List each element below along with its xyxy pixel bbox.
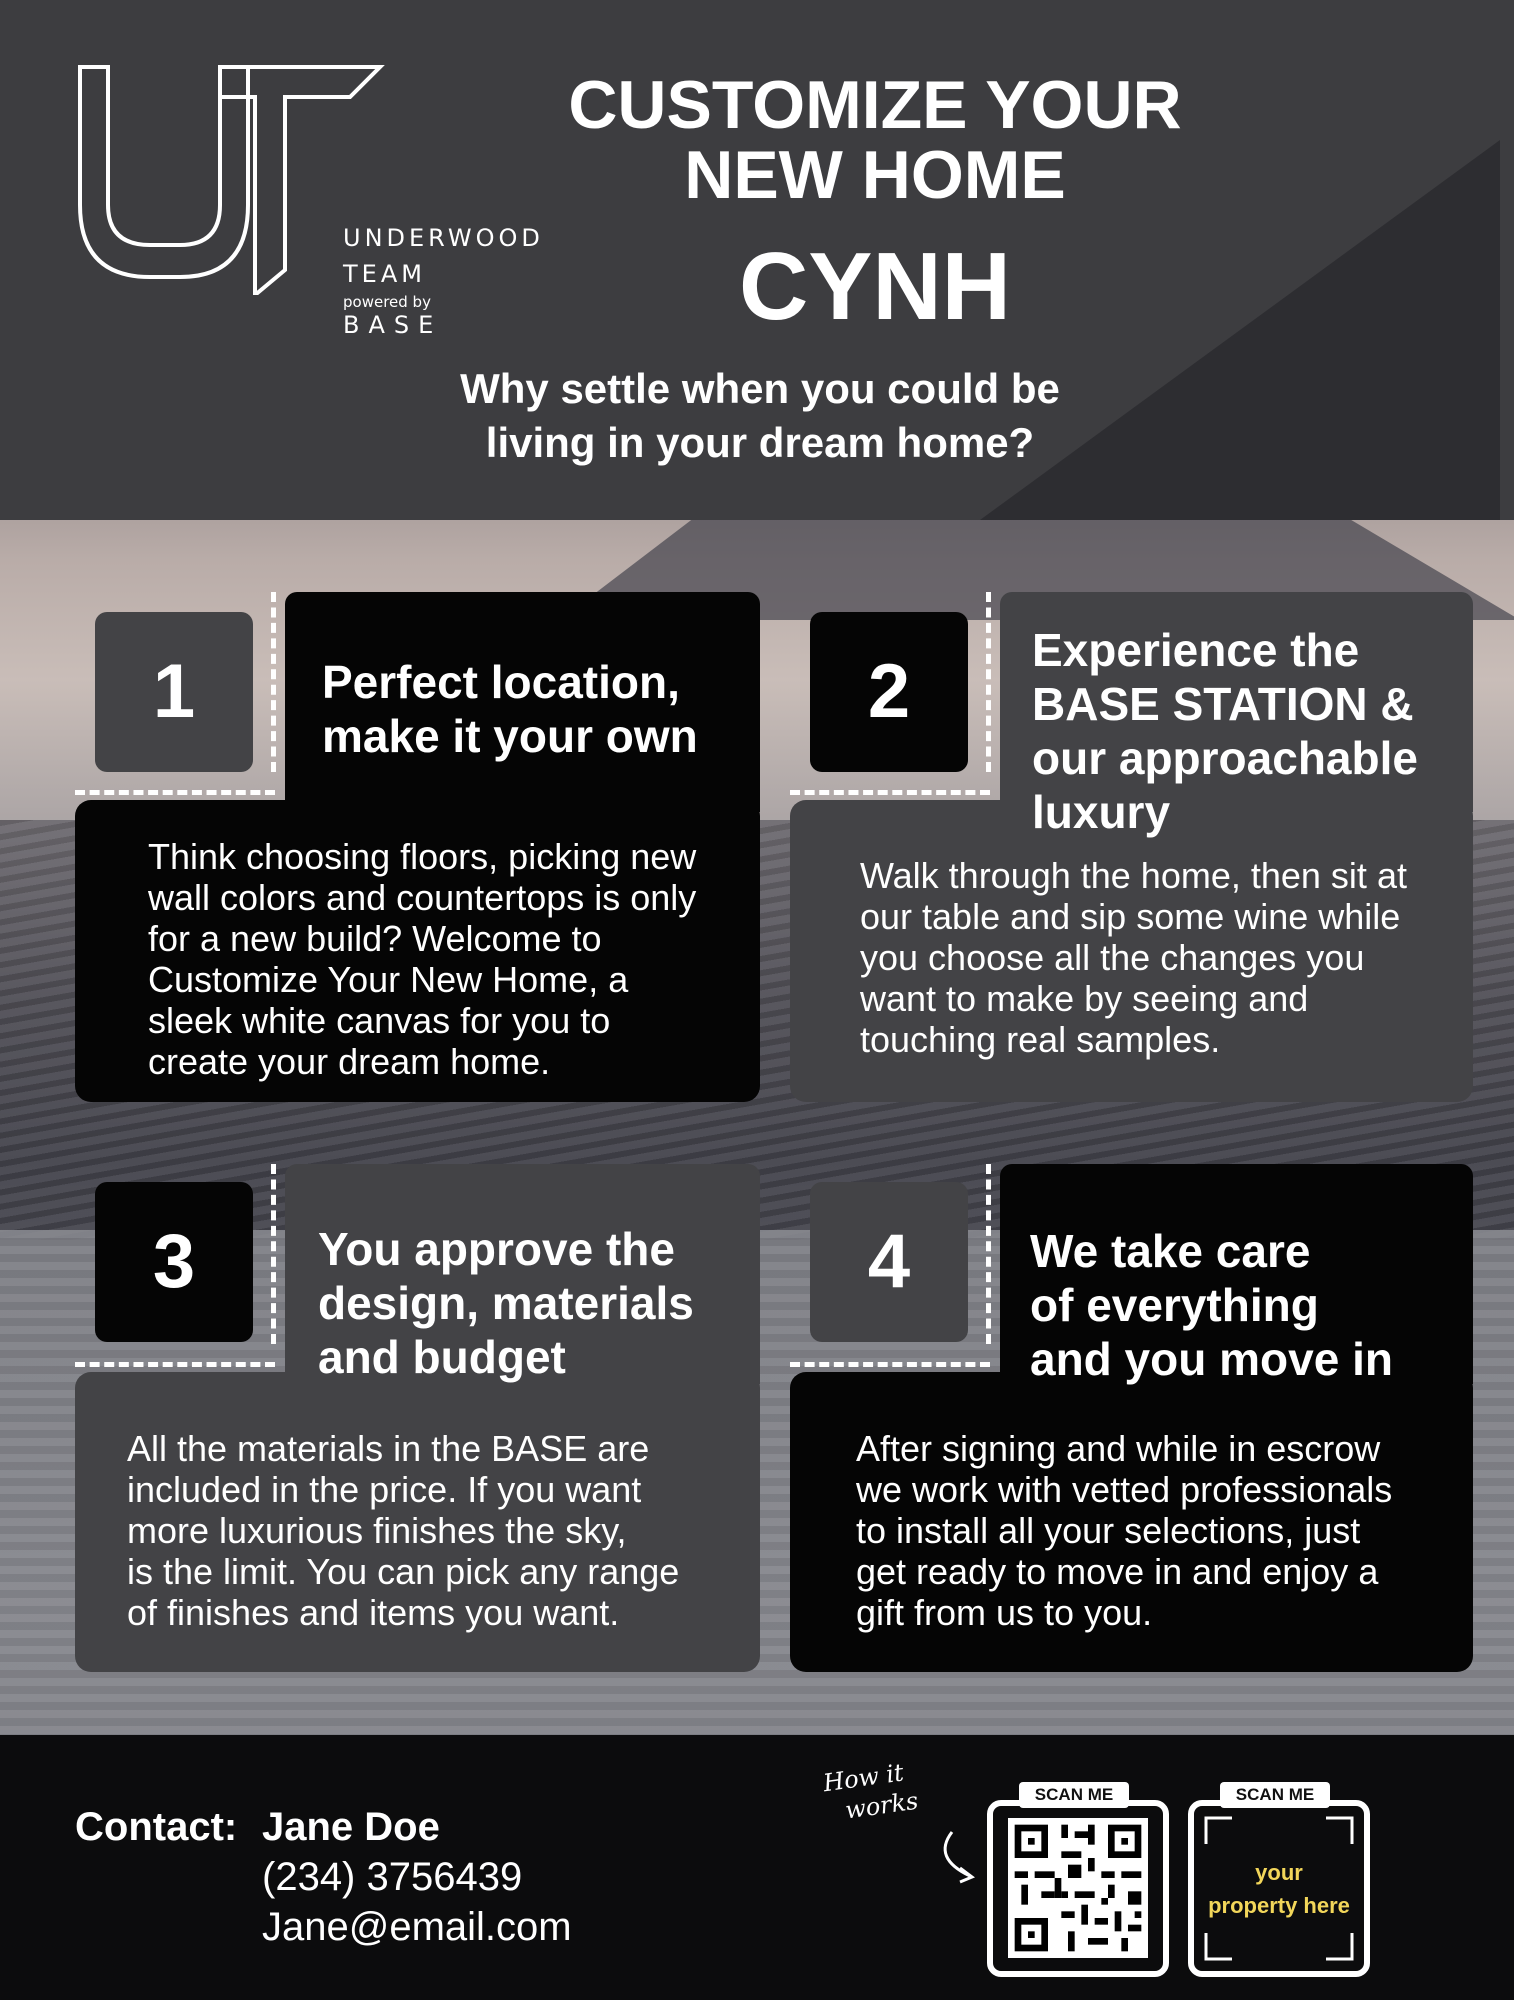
- step-3-body-line: more luxurious finishes the sky,: [127, 1510, 627, 1551]
- step-2-body-line: Walk through the home, then sit at: [860, 855, 1407, 896]
- step-2-description: [860, 855, 1460, 1060]
- step-4-body-line: gift from us to you.: [856, 1592, 1153, 1633]
- title-acronym: CYNH: [738, 233, 1011, 340]
- step-3-dash-horizontal: [75, 1362, 275, 1367]
- step-1-title-line: make it your own: [322, 710, 698, 762]
- curved-arrow-icon: [930, 1828, 980, 1888]
- how-it-works-note: [821, 1756, 920, 1828]
- property-placeholder-text: [1194, 1856, 1364, 1922]
- step-2-dash-vertical: [986, 592, 991, 772]
- step-4-title: [1030, 1224, 1470, 1386]
- step-2-title-line: Experience the: [1032, 624, 1360, 676]
- step-4-dash-horizontal: [790, 1362, 990, 1367]
- step-1-dash-horizontal: [75, 790, 275, 795]
- step-2-dash-horizontal: [790, 790, 990, 795]
- step-1-description: [148, 836, 748, 1082]
- step-4-body-line: get ready to move in and enjoy a: [856, 1551, 1379, 1592]
- brand-name-line1: UNDERWOOD: [343, 224, 544, 252]
- title-line-2: NEW HOME: [684, 137, 1066, 213]
- step-3-number-badge: 3: [95, 1182, 253, 1342]
- step-1-title: [322, 655, 742, 763]
- step-3-body-line: All the materials in the BASE are: [127, 1428, 650, 1469]
- qr-code-card[interactable]: [987, 1800, 1169, 1977]
- step-1-body-line: Think choosing floors, picking new: [148, 836, 697, 877]
- placeholder-line: property here: [1208, 1893, 1350, 1918]
- brand-powered-by: powered by: [343, 293, 431, 311]
- scan-me-label: SCAN ME: [1220, 1782, 1330, 1808]
- contact-phone[interactable]: (234) 3756439: [262, 1855, 523, 1899]
- step-2-number-badge: 2: [810, 612, 968, 772]
- tagline-line-2: living in your dream home?: [485, 419, 1035, 466]
- step-2-title: [1032, 623, 1472, 839]
- step-1-dash-vertical: [271, 592, 276, 772]
- step-3-body-line: of finishes and items you want.: [127, 1592, 620, 1633]
- step-4-title-line: of everything: [1030, 1279, 1319, 1331]
- scan-me-label: SCAN ME: [1019, 1782, 1129, 1808]
- step-1-title-line: Perfect location,: [322, 656, 680, 708]
- tagline: [380, 362, 1140, 470]
- step-1-body-line: for a new build? Welcome to: [148, 918, 602, 959]
- step-3-title-line: and budget: [318, 1331, 566, 1383]
- ut-logo-icon: [70, 55, 390, 295]
- how-it-works-line: works: [843, 1786, 920, 1825]
- step-4-title-line: We take care: [1030, 1225, 1311, 1277]
- step-3-title: [318, 1222, 758, 1384]
- brand-base: BASE: [343, 311, 443, 339]
- step-3-dash-vertical: [271, 1164, 276, 1344]
- step-1-body-line: wall colors and countertops is only: [148, 877, 697, 918]
- step-3-title-line: You approve the: [318, 1223, 675, 1275]
- step-2-body-line: want to make by seeing and: [860, 978, 1309, 1019]
- step-3-description: [127, 1428, 752, 1633]
- property-qr-placeholder[interactable]: [1188, 1800, 1370, 1977]
- step-4-body-line: to install all your selections, just: [856, 1510, 1361, 1551]
- page-title: [540, 67, 1210, 213]
- step-4-description: [856, 1428, 1466, 1633]
- how-it-works-line: How it: [821, 1758, 906, 1798]
- step-3-body-line: included in the price. If you want: [127, 1469, 642, 1510]
- step-4-body-line: After signing and while in escrow: [856, 1428, 1381, 1469]
- step-2-body-line: touching real samples.: [860, 1019, 1221, 1060]
- placeholder-line: your: [1255, 1860, 1303, 1885]
- step-1-body-line: create your dream home.: [148, 1041, 551, 1082]
- step-1-body-line: Customize Your New Home, a: [148, 959, 629, 1000]
- step-2-title-line: luxury: [1032, 786, 1171, 838]
- step-2-title-line: our approachable: [1032, 732, 1418, 784]
- tagline-line-1: Why settle when you could be: [460, 365, 1060, 412]
- step-4-title-line: and you move in: [1030, 1333, 1393, 1385]
- contact-label: Contact:: [75, 1805, 238, 1849]
- contact-name: Jane Doe: [262, 1805, 440, 1849]
- step-4-number-badge: 4: [810, 1182, 968, 1342]
- title-line-1: CUSTOMIZE YOUR: [568, 67, 1182, 143]
- brand-name-line2: TEAM: [343, 260, 426, 288]
- contact-email[interactable]: Jane@email.com: [262, 1905, 572, 1949]
- step-2-title-line: BASE STATION &: [1032, 678, 1414, 730]
- step-4-body-line: we work with vetted professionals: [856, 1469, 1393, 1510]
- step-1-number-badge: 1: [95, 612, 253, 772]
- step-1-body-line: sleek white canvas for you to: [148, 1000, 611, 1041]
- step-3-title-line: design, materials: [318, 1277, 694, 1329]
- step-2-body-line: our table and sip some wine while: [860, 896, 1401, 937]
- step-4-dash-vertical: [986, 1164, 991, 1344]
- qr-code-icon: [1008, 1818, 1148, 1958]
- step-3-body-line: is the limit. You can pick any range: [127, 1551, 680, 1592]
- step-2-body-line: you choose all the changes you: [860, 937, 1365, 978]
